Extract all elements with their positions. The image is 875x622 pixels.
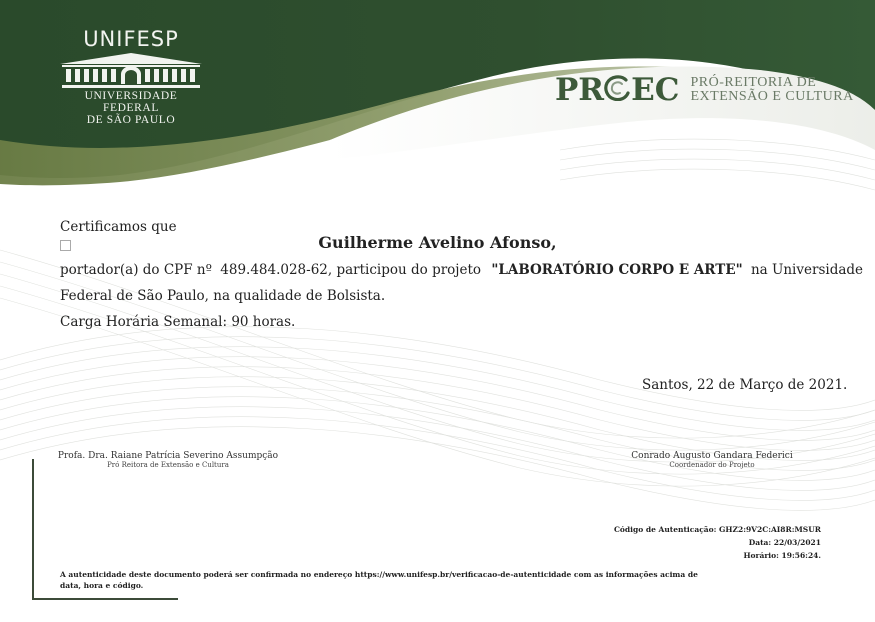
authentication-time: Horário: 19:56:24. <box>743 551 821 560</box>
certificate-line2: Federal de São Paulo, na qualidade de Bolsista. <box>60 288 386 304</box>
project-name: "LABORATÓRIO CORPO E ARTE" <box>491 262 743 278</box>
proec-text-line2: EXTENSÃO E CULTURA <box>690 89 854 104</box>
proec-mark-left: PR <box>555 72 605 108</box>
signature-right-name: Conrado Augusto Gandara Federici <box>631 451 793 461</box>
cpf-number: 489.484.028-62, <box>220 262 333 278</box>
unifesp-logo <box>56 28 206 128</box>
proec-mark-right: EC <box>631 72 680 108</box>
building-icon <box>58 52 204 88</box>
line1-middle: participou do projeto <box>336 262 482 278</box>
corner-line-horizontal <box>32 598 178 600</box>
certificate-workload: Carga Horária Semanal: 90 horas. <box>60 314 296 330</box>
unifesp-subtitle-line1: UNIVERSIDADE FEDERAL <box>84 90 178 114</box>
proec-swirl-icon <box>604 75 631 101</box>
corner-line-vertical <box>32 459 34 600</box>
line1-suffix: na Universidade <box>750 262 864 278</box>
recipient-name: Guilherme Avelino Afonso, <box>318 233 557 252</box>
signature-right-role: Coordenador do Projeto <box>669 461 755 469</box>
place-date: Santos, 22 de Março de 2021. <box>642 377 848 393</box>
authenticity-notice: A autenticidade deste documento poderá ser confirmada no endereço https://www.unifesp.br/verificacao-de-autenticidade com as informações acima de data, hora e código. <box>60 570 698 590</box>
authentication-block <box>614 523 821 562</box>
unifesp-name: UNIFESP <box>83 27 179 51</box>
certificate-intro: Certificamos que <box>60 219 177 235</box>
signature-right <box>620 451 804 469</box>
line1-prefix: portador(a) do CPF nº <box>60 262 212 278</box>
unifesp-subtitle-line2: DE SÃO PAULO <box>86 114 176 126</box>
signature-left-role: Pró Reitora de Extensão e Cultura <box>107 461 229 469</box>
proec-logo <box>555 72 854 112</box>
proec-text <box>690 76 853 104</box>
authentication-date: Data: 22/03/2021 <box>748 538 821 547</box>
proec-text-line1: PRÓ-REITORIA DE <box>690 75 817 90</box>
authentication-code: Código de Autenticação: GHZ2:9V2C:AI8R:MSUR <box>613 525 821 534</box>
signature-left <box>56 451 280 469</box>
signature-left-name: Profa. Dra. Raiane Patrícia Severino Assumpção <box>57 451 279 461</box>
certificate-line1 <box>60 262 863 278</box>
